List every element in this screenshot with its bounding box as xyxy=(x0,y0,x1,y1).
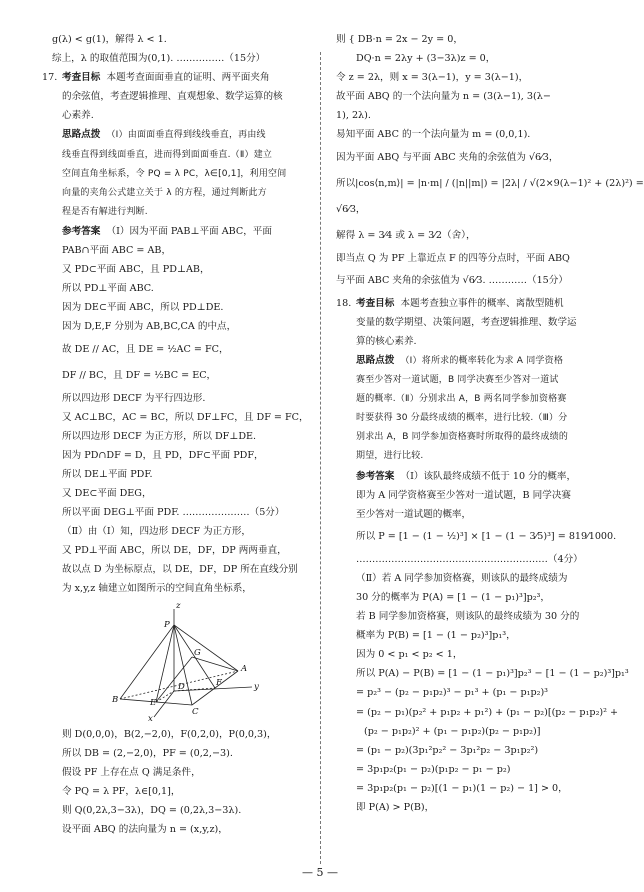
figure-label: B xyxy=(112,694,119,705)
text-line: 因为 PD∩DF = D，且 PD，DF⊂平面 PDF， xyxy=(62,449,264,461)
text-line: g(λ) < g(1)，解得 λ < 1. xyxy=(52,34,167,45)
text-line: DQ·n = 2λy + (3−3λ)z = 0， xyxy=(356,53,496,65)
text-line: 设平面 ABQ 的法向量为 n = (x,y,z)， xyxy=(62,824,228,835)
text-run: 本题考查面面垂直的证明、两平面夹角 xyxy=(106,72,270,84)
text-line: 1), 2λ). xyxy=(336,110,371,122)
hint-heading xyxy=(336,351,612,371)
text-line: 即为 A 同学资格赛至少答对一道试题，B 同学决赛 xyxy=(356,489,572,501)
figure-label: G xyxy=(194,647,201,658)
text-line: 所以 DB = (2,−2,0)，PF = (0,2,−3). xyxy=(62,747,233,759)
question-17-heading xyxy=(42,68,304,87)
text-line: = (p₁ − p₂)(3p₁²p₂² − 3p₁²p₂ − 3p₁p₂²) xyxy=(356,744,539,756)
pyramid-figure xyxy=(42,599,304,725)
text-line: 所以 P(A) − P(B) = [1 − (1 − p₁)³]p₂³ − [1 − (1 − p₂)³]p₁³ xyxy=(356,668,629,680)
text-run: （Ⅰ）因为平面 PAB⊥平面 ABC，平面 xyxy=(106,225,272,237)
text-line: 与平面 ABC 夹角的余弦值为 √6⁄3. …………（15分） xyxy=(336,274,568,286)
text-line: 即 P(A) > P(B)， xyxy=(356,802,435,813)
hint-heading xyxy=(42,125,304,145)
figure-label: P xyxy=(164,619,170,630)
text-line: 令 z = 2λ，则 x = 3(λ−1)，y = 3(λ−1)， xyxy=(336,72,529,84)
edge-ED xyxy=(156,691,174,702)
edge-GA xyxy=(192,657,238,671)
text-line: 题的概率.（Ⅱ）分别求出 A，B 两名同学参加资格赛 xyxy=(356,394,567,405)
text-line: = (p₂ − p₁)(p₂² + p₁p₂ + p₁²) + (p₁ − p₂)[(p₂ − p₁p₂)² + xyxy=(356,706,619,718)
section-label: 参考答案 xyxy=(62,225,101,237)
text-line: 故 DE // AC，且 DE = ½AC = FC， xyxy=(62,343,229,355)
text-line: 30 分的概率为 P(A) = [1 − (1 − p₁)³]p₂³， xyxy=(356,591,550,603)
x-axis-line xyxy=(154,691,174,717)
text-line: 所以 PD⊥平面 ABC. xyxy=(62,283,154,295)
text-line: 的余弦值，考查逻辑推理、直观想象、数学运算的核 xyxy=(62,91,283,103)
text-line: DF // BC，且 DF = ½BC = EC， xyxy=(62,369,217,381)
text-line: 所以|cos⟨n,m⟩| = |n·m| / (|n||m|) = |2λ| / √(2×9(λ−1)² + (2λ)²) = xyxy=(336,177,644,189)
question-18-heading xyxy=(336,294,612,313)
text-line: 则 Q(0,2λ,3−3λ)，DQ = (0,2λ,3−3λ). xyxy=(62,804,242,816)
text-line: 空间直角坐标系，令 PQ = λ PC，λ∈[0,1]，利用空间 xyxy=(62,168,287,179)
text-line: 概率为 P(B) = [1 − (1 − p₂)³]p₁³， xyxy=(356,630,516,642)
text-line: 期望，进行比较. xyxy=(356,451,424,462)
text-line: 综上，λ 的取值范围为(0,1). ……………（15分） xyxy=(52,53,266,65)
text-line: 又 AC⊥BC，AC = BC，所以 DF⊥FC，且 DF = FC， xyxy=(62,411,309,423)
text-line: 时要获得 30 分最终成绩的概率，进行比较.（Ⅲ）分 xyxy=(356,413,568,424)
text-line: 因为平面 ABQ 与平面 ABC 夹角的余弦值为 √6⁄3， xyxy=(336,151,559,163)
text-line: 故平面 ABQ 的一个法向量为 n = (3(λ−1), 3(λ− xyxy=(336,91,551,103)
section-label: 考查目标 xyxy=(62,72,101,84)
text-line: 又 DE⊂平面 DEG， xyxy=(62,487,152,499)
left-column xyxy=(42,30,309,839)
text-line: 则 D(0,0,0)，B(2,−2,0)，F(0,2,0)，P(0,0,3)， xyxy=(62,728,277,740)
text-line: 若 B 同学参加资格赛，则该队的最终成绩为 30 分的 xyxy=(356,611,580,623)
text-line: （Ⅱ）由（Ⅰ）知，四边形 DECF 为正方形， xyxy=(62,526,252,538)
section-label: 考查目标 xyxy=(356,297,395,309)
text-line: = 3p₁p₂(p₁ − p₂)(p₁p₂ − p₁ − p₂) xyxy=(356,763,511,775)
text-line: 因为 D,E,F 分别为 AB,BC,CA 的中点， xyxy=(62,321,237,333)
text-line: ……………………………………………………（4分） xyxy=(356,553,583,565)
text-run: （Ⅰ）将所求的概率转化为求 A 同学资格 xyxy=(400,355,564,366)
text-line: 所以四边形 DECF 为平行四边形. xyxy=(62,392,206,404)
text-line: 程是否有解进行判断. xyxy=(62,206,148,217)
answer-heading xyxy=(42,222,304,241)
text-line: 所以平面 DEG⊥平面 PDF. …………………（5分） xyxy=(62,507,285,519)
text-line: 因为 0 < p₁ < p₂ < 1， xyxy=(356,649,463,661)
text-line: 别求出 A，B 同学参加资格赛时所取得的最终成绩的 xyxy=(356,432,569,443)
text-line: 所以 DE⊥平面 PDF. xyxy=(62,468,153,480)
edge-PA xyxy=(174,625,238,671)
text-line: 线垂直得到线面垂直，进而得到面面垂直.（Ⅱ）建立 xyxy=(62,149,273,160)
text-line: 则 { DB·n = 2x − 2y = 0， xyxy=(336,34,463,45)
text-line: 算的核心素养. xyxy=(356,335,417,347)
text-line: = p₂³ − (p₂ − p₁p₂)³ − p₁³ + (p₁ − p₁p₂)³ xyxy=(356,687,549,699)
section-label: 思路点拨 xyxy=(356,354,395,366)
answer-heading xyxy=(336,467,612,486)
question-number: 17. xyxy=(42,72,58,84)
section-label: 参考答案 xyxy=(356,470,395,482)
text-line: 赛至少答对一道试题，B 同学决赛至少答对一道试 xyxy=(356,375,559,386)
figure-label: z xyxy=(176,600,181,611)
text-line: 至少答对一道试题的概率， xyxy=(356,508,472,520)
text-line: 因为 DE⊂平面 ABC，所以 PD⊥DE. xyxy=(62,302,224,314)
figure-label: F xyxy=(216,677,222,688)
text-line: √6⁄3， xyxy=(336,203,366,215)
page-number: — 5 — xyxy=(302,866,338,879)
text-run: 本题考查独立事件的概率、离散型随机 xyxy=(400,297,564,309)
text-line: 解得 λ = 3⁄4 或 λ = 3⁄2（舍）， xyxy=(336,229,476,241)
question-number: 18. xyxy=(336,297,352,309)
figure-label: A xyxy=(241,663,248,674)
text-line: (p₂ − p₁p₂)² + (p₁ − p₁p₂)(p₂ − p₁p₂)] xyxy=(364,725,541,737)
figure-label: D xyxy=(178,681,185,692)
text-line: PAB∩平面 ABC = AB， xyxy=(62,245,172,257)
text-line: 又 PD⊂平面 ABC，且 PD⊥AB， xyxy=(62,264,210,276)
text-line: 易知平面 ABC 的一个法向量为 m = (0,0,1). xyxy=(336,129,531,141)
text-line: 故以点 D 为坐标原点，以 DE，DF，DP 所在直线分别 xyxy=(62,564,298,576)
text-line: 所以四边形 DECF 为正方形，所以 DF⊥DE. xyxy=(62,430,257,442)
text-line: 心素养. xyxy=(62,110,94,122)
text-line: 为 x,y,z 轴建立如图所示的空间直角坐标系， xyxy=(62,583,252,595)
edge-PC xyxy=(174,625,192,705)
column-divider xyxy=(320,52,321,864)
text-run: （Ⅰ）该队最终成绩不低于 10 分的概率， xyxy=(400,470,577,482)
figure-label: y xyxy=(254,681,259,692)
text-line: 假设 PF 上存在点 Q 满足条件， xyxy=(62,766,201,778)
text-line: 又 PD⊥平面 ABC，所以 DE，DF，DP 两两垂直， xyxy=(62,545,287,557)
edge-PB xyxy=(120,625,174,699)
text-line: = 3p₁p₂(p₁ − p₂)[(1 − p₁)(1 − p₂) − 1] > 0， xyxy=(356,782,568,794)
text-line: 即当点 Q 为 PF 上靠近点 F 的四等分点时，平面 ABQ xyxy=(336,252,570,264)
text-run: （Ⅰ）由面面垂直得到线线垂直，再由线 xyxy=(106,130,266,141)
text-line: （Ⅱ）若 A 同学参加资格赛，则该队的最终成绩为 xyxy=(356,572,568,584)
right-column xyxy=(336,30,644,817)
figure-label: x xyxy=(148,713,153,724)
section-label: 思路点拨 xyxy=(62,129,101,141)
text-line: 变量的数学期望、决策问题，考查逻辑推理、数学运 xyxy=(356,316,577,328)
figure-label: C xyxy=(192,706,199,717)
figure-label: E xyxy=(150,697,157,708)
text-line: 所以 P = [1 − (1 − ½)³] × [1 − (1 − 3⁄5)³] = 819⁄1000. xyxy=(356,530,617,542)
text-line: 向量的夹角公式建立关于 λ 的方程，通过判断此方 xyxy=(62,187,267,198)
text-line: 令 PQ = λ PF，λ∈[0,1]， xyxy=(62,785,181,797)
